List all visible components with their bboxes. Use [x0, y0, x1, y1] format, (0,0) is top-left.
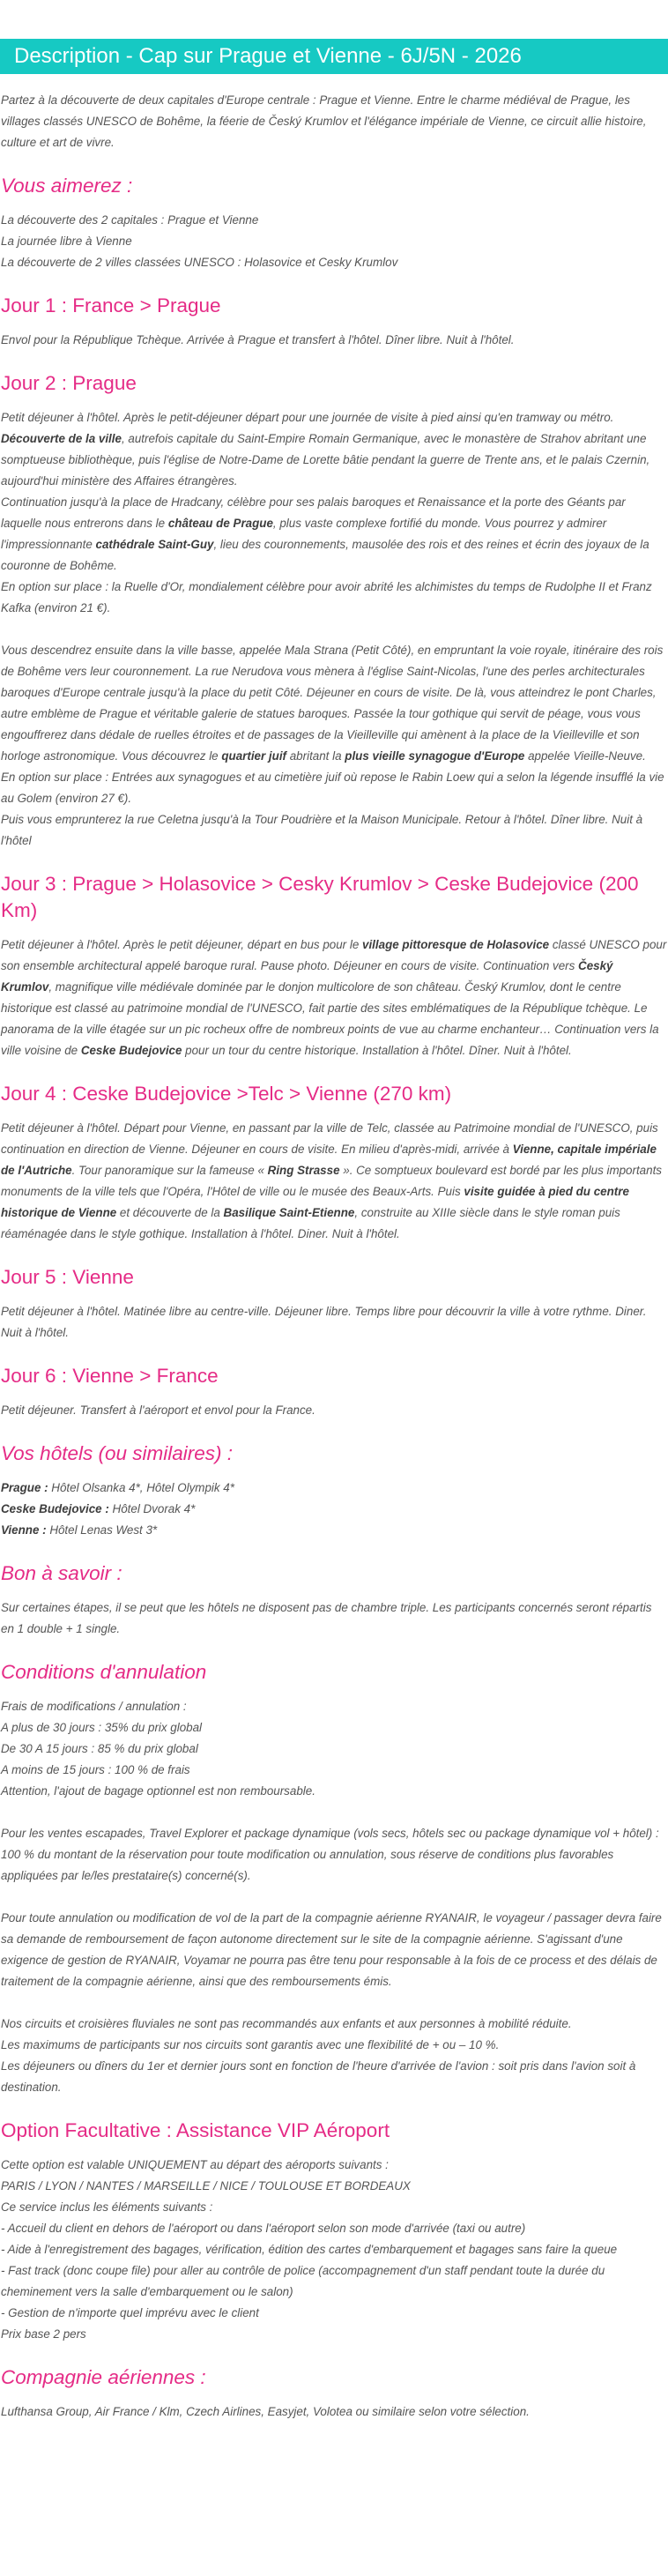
text-run: ». Ce somptueux boulevard est bordé par les plus importants monuments de la ville tels que l'Opéra, l'Hôtel de ville ou le musée des Beaux-Arts. Puis: [1, 1164, 662, 1198]
hotel-names: Hôtel Lenas West 3*: [46, 1523, 158, 1537]
day2-paragraph-3: En option sur place : la Ruelle d'Or, mondialement célèbre pour avoir abrité les alchimistes du temps de Rudolphe II et Franz Kafka (environ 21 €).: [1, 580, 652, 614]
cancellation-paragraph-1: Pour les ventes escapades, Travel Explorer et package dynamique (vols secs, hôtels sec ou package dynamique vol + hôtel) : 100 % du montant de la réservation pour toute modification ou annulation, sous réserve de conditions plus favorables appliquées par le/les prestataire(s) concerné(s).: [1, 1827, 659, 1882]
text-run: Continuation jusqu'à la place de Hradcany, célèbre pour ses palais baroques et Renaissance et la porte des Géants par laquelle nous entrerons dans le: [1, 495, 626, 530]
bold-text: visite guidée à pied du centre historique de Vienne: [1, 1185, 629, 1219]
text-run: Petit déjeuner à l'hôtel. Après le petit-déjeuner départ pour une journée de visite à pied ainsi qu'en tramway ou métro.: [1, 411, 614, 424]
list-item: PARIS / LYON / NANTES / MARSEILLE / NICE / TOULOUSE ET BORDEAUX: [1, 2179, 411, 2193]
cancellation-fees: [1, 1696, 667, 1802]
cancellation-paragraph-2: Pour toute annulation ou modification de vol de la part de la compagnie aérienne RYANAIR, le voyageur / passager devra faire sa demande de remboursement de façon autonome directement sur le site de la compagnie aérienne. S'agissant d'une exigence de gestion de RYANAIR, Voyamar ne pourra pas être tenu pour responsable à la fois de ce process et des délais de traitement de la compagnie aérienne, ainsi que des remboursements émis.: [1, 1911, 662, 1988]
hotel-city: Vienne :: [1, 1523, 47, 1537]
list-item: De 30 A 15 jours : 85 % du prix global: [1, 1742, 198, 1755]
text-run: et découverte de la: [116, 1206, 224, 1219]
list-item: La découverte de 2 villes classées UNESCO : Holasovice et Cesky Krumlov: [1, 256, 398, 269]
hotel-city: Ceske Budejovice :: [1, 1502, 109, 1515]
list-item: A moins de 15 jours : 100 % de frais: [1, 1763, 190, 1776]
highlights-heading: Vous aimerez :: [1, 175, 133, 197]
day2-heading: Jour 2 : Prague: [1, 372, 137, 394]
text-run: Vous descendrez ensuite dans la ville basse, appelée Mala Strana (Petit Côté), en empruntant la voie royale, itinéraire des rois de Bohême vers leur couronnement. La rue Nerudova vous mènera à l'église Saint-Nicolas, l'une des perles architecturales baroques d'Europe centrale jusqu'à la place du petit Côté. Déjeuner en cours de visite. De là, vous atteindrez le pont Charles, autre emblème de Prague et véritable galerie de statues baroques. Passée la tour gothique qui servit de péage, vous vous engouffrerez dans dédale de ruelles étroites et de passages de la Vieilleville qui amènent à la place de la Vieilleville et son horloge astronomique. Vous découvrez le: [1, 644, 664, 763]
day5-heading: Jour 5 : Vienne: [1, 1266, 134, 1288]
list-item: La découverte des 2 capitales : Prague et Vienne: [1, 213, 259, 227]
text-run: appelée Vieille-Neuve.: [524, 749, 646, 763]
bold-text: quartier juif: [221, 749, 287, 763]
day2-paragraph-1: [1, 407, 667, 492]
page: [0, 39, 668, 2423]
list-item: Cette option est valable UNIQUEMENT au départ des aéroports suivants :: [1, 2158, 389, 2171]
day3-text: [1, 934, 667, 1061]
text-run: , construite au XIIIe siècle dans le style roman puis réaménagée dans le style gothique. Installation à l'hôtel. Diner. Nuit à l'hôtel.: [1, 1206, 620, 1240]
day2-paragraph-5: En option sur place : Entrées aux synagogues et au cimetière juif où repose le Rabin Loew qui a selon la légende insufflé la vie au Golem (environ 27 €).: [1, 771, 664, 805]
hotel-names: Hôtel Dvorak 4*: [108, 1502, 196, 1515]
text-run: abritant la: [286, 749, 345, 763]
text-run: , plus vaste complexe fortifié du monde. Vous pourrez y admirer l'impressionnante: [1, 517, 607, 551]
good-to-know-heading: Bon à savoir :: [1, 1562, 122, 1584]
list-item: Ce service inclus les éléments suivants :: [1, 2200, 213, 2214]
text-run: classé UNESCO pour son ensemble architectural appelé baroque rural. Pause photo. Déjeuner en cours de visite. Continuation vers: [1, 938, 667, 972]
bold-text: Český Krumlov: [1, 959, 613, 994]
highlights-list: [1, 210, 667, 273]
day2-paragraph-4: [1, 640, 667, 767]
bold-text: Vienne, capitale impériale de l'Autriche: [1, 1143, 657, 1177]
airlines-text: Lufthansa Group, Air France / Klm, Czech Airlines, Easyjet, Volotea ou similaire selon votre sélection.: [1, 2405, 530, 2418]
text-run: Petit déjeuner à l'hôtel. Départ pour Vienne, en passant par la ville de Telc, classée au Patrimoine mondial de l'UNESCO, puis continuation en direction de Vienne. Déjeuner en cours de visite. En milieu d'après-midi, arrivée à: [1, 1121, 658, 1156]
day4-heading: Jour 4 : Ceske Budejovice >Telc > Vienne (270 km): [1, 1083, 452, 1105]
good-to-know-text: Sur certaines étapes, il se peut que les hôtels ne disposent pas de chambre triple. Les participants concernés seront répartis en 1 double + 1 single.: [1, 1601, 652, 1635]
bold-text: Ceske Budejovice: [80, 1044, 182, 1057]
list-item: La journée libre à Vienne: [1, 235, 132, 248]
list-item: [1, 1478, 667, 1499]
bold-text: Découverte de la ville: [1, 432, 122, 445]
hotels-heading: Vos hôtels (ou similaires) :: [1, 1442, 234, 1464]
bold-text: Basilique Saint-Etienne: [223, 1206, 355, 1219]
day5-text: Petit déjeuner à l'hôtel. Matinée libre au centre-ville. Déjeuner libre. Temps libre pour découvrir la ville à votre rythme. Diner. Nuit à l'hôtel.: [1, 1305, 647, 1339]
list-item: Frais de modifications / annulation :: [1, 1700, 187, 1713]
cancellation-paragraph-3: [1, 2014, 667, 2098]
text-run: Petit déjeuner à l'hôtel. Après le petit déjeuner, départ en bus pour le: [1, 938, 363, 951]
list-item: - Gestion de n'importe quel imprévu avec le client: [1, 2306, 259, 2319]
day6-text: Petit déjeuner. Transfert à l'aéroport et envol pour la France.: [1, 1403, 315, 1417]
hotel-city: Prague :: [1, 1481, 48, 1494]
description-content: [0, 90, 668, 2423]
page-title-banner: Description - Cap sur Prague et Vienne - 6J/5N - 2026: [0, 39, 668, 74]
day2-paragraph-6: Puis vous emprunterez la rue Celetna jusqu'à la Tour Poudrière et la Maison Municipale. Retour à l'hôtel. Dîner libre. Nuit à l'hôtel: [1, 813, 643, 847]
hotels-list: [1, 1478, 667, 1541]
day6-heading: Jour 6 : Vienne > France: [1, 1365, 219, 1387]
day1-heading: Jour 1 : France > Prague: [1, 294, 221, 316]
airlines-heading: Compagnie aériennes :: [1, 2366, 206, 2388]
text-run: , magnifique ville médiévale dominée par le donjon multicolore de son château. Český Krumlov, dont le centre historique est classé au patrimoine mondial de l'UNESCO, fait partie des sites emblématiques de la République tchèque. Le panorama de la ville étagée sur un pic rocheux offre de nombreux points de vue au charme enchanteur… Continuation vers la ville voisine de: [1, 980, 659, 1057]
day3-heading: Jour 3 : Prague > Holasovice > Cesky Krumlov > Ceske Budejovice (200 Km): [1, 873, 639, 921]
list-item: Les maximums de participants sur nos circuits sont garantis avec une flexibilité de + ou – 10 %.: [1, 2038, 500, 2051]
bold-text: village pittoresque de Holasovice: [362, 938, 550, 951]
cancellation-heading: Conditions d'annulation: [1, 1661, 207, 1683]
text-run: , autrefois capitale du Saint-Empire Romain Germanique, avec le monastère de Strahov abritant une somptueuse bibliothèque, puis l'église de Notre-Dame de Lorette bâtie pendant la guerre de Trente ans, et le palais Czernin, aujourd'hui ministère des Affaires étrangères.: [1, 432, 650, 488]
bold-text: plus vieille synagogue d'Europe: [345, 749, 525, 763]
vip-heading: Option Facultative : Assistance VIP Aéroport: [1, 2119, 390, 2141]
vip-details: [1, 2155, 667, 2345]
bold-text: cathédrale Saint-Guy: [95, 538, 214, 551]
list-item: Attention, l'ajout de bagage optionnel est non remboursable.: [1, 1784, 315, 1798]
text-run: . Tour panoramique sur la fameuse «: [71, 1164, 268, 1177]
intro-paragraph: Partez à la découverte de deux capitales d'Europe centrale : Prague et Vienne. Entre le charme médiéval de Prague, les villages classés UNESCO de Bohême, la féerie de Český Krumlov et l'élégance impériale de Vienne, ce circuit allie histoire, culture et art de vivre.: [1, 93, 647, 149]
list-item: A plus de 30 jours : 35% du prix global: [1, 1721, 203, 1734]
list-item: Prix base 2 pers: [1, 2327, 86, 2341]
bold-text: Ring Strasse: [267, 1164, 340, 1177]
day2-paragraph-2: [1, 492, 667, 577]
list-item: Les déjeuners ou dîners du 1er et dernier jours sont en fonction de l'heure d'arrivée de l'avion : soit pris dans l'avion soit à destination.: [1, 2059, 636, 2094]
list-item: Nos circuits et croisières fluviales ne sont pas recommandés aux enfants et aux personnes à mobilité réduite.: [1, 2017, 572, 2030]
list-item: [1, 1499, 667, 1520]
bold-text: château de Prague: [167, 517, 273, 530]
day1-text: Envol pour la République Tchèque. Arrivée à Prague et transfert à l'hôtel. Dîner libre. Nuit à l'hôtel.: [1, 333, 515, 346]
day4-text: [1, 1118, 667, 1245]
text-run: , lieu des couronnements, mausolée des rois et des reines et écrin des joyaux de la couronne de Bohême.: [1, 538, 649, 572]
list-item: - Aide à l'enregistrement des bagages, vérification, édition des cartes d'embarquement et bagages sans faire la queue: [1, 2243, 618, 2256]
list-item: - Fast track (donc coupe file) pour aller au contrôle de police (accompagnement d'un staff pendant toute la durée du cheminement vers la salle d'embarquement ou le salon): [1, 2264, 605, 2298]
list-item: [1, 1520, 667, 1541]
list-item: - Accueil du client en dehors de l'aéroport ou dans l'aéroport selon son mode d'arrivée (taxi ou autre): [1, 2222, 526, 2235]
text-run: pour un tour du centre historique. Installation à l'hôtel. Dîner. Nuit à l'hôtel.: [182, 1044, 572, 1057]
hotel-names: Hôtel Olsanka 4*, Hôtel Olympik 4*: [48, 1481, 234, 1494]
